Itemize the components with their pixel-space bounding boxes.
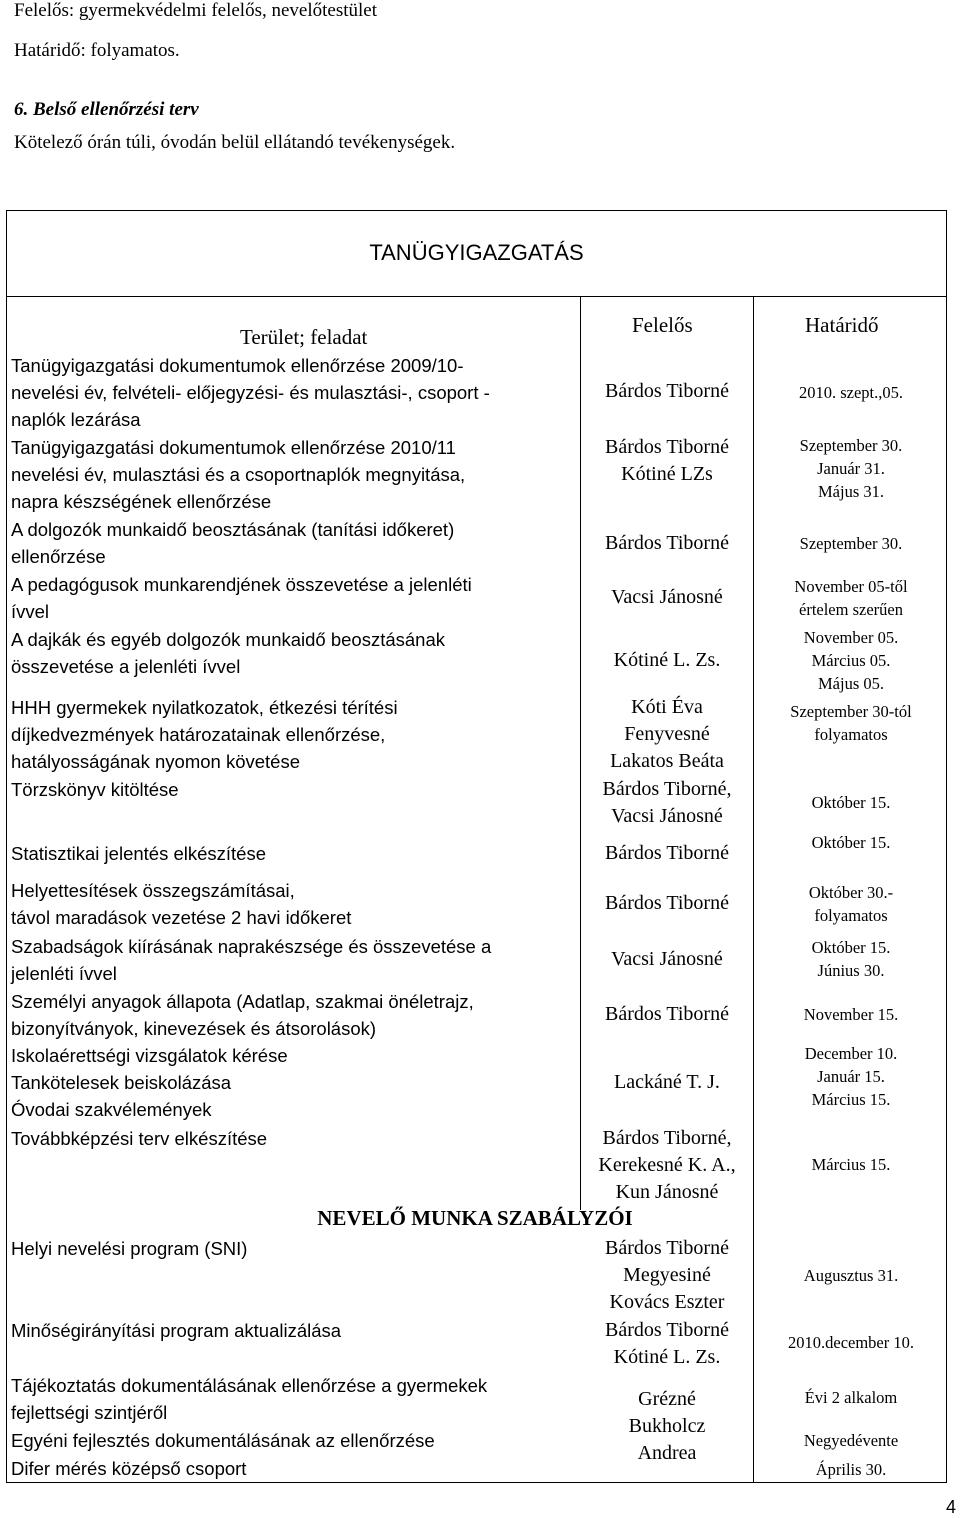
responsible-cell-line: Vacsi Jánosné	[611, 948, 723, 970]
responsible-cell-line: Lakatos Beáta	[610, 750, 724, 772]
task-cell-line: napra készségének ellenőrzése	[11, 491, 272, 512]
deadline-cell-line: Október 15.	[811, 938, 891, 957]
task-cell	[11, 1455, 577, 1482]
responsible-cell-line: Vacsi Jánosné	[611, 805, 723, 827]
deadline-cell-line: Április 30.	[815, 1460, 887, 1479]
responsible-cell	[582, 1317, 752, 1371]
task-cell	[11, 776, 577, 803]
responsible-cell-line: Bárdos Tiborné	[605, 842, 729, 864]
deadline-cell	[756, 881, 946, 927]
deadline-cell-line: folyamatos	[814, 725, 888, 744]
task-cell	[11, 352, 577, 433]
responsible-cell-line: Bárdos Tiborné	[605, 892, 729, 914]
task-cell-line: távol maradások vezetése 2 havi időkeret	[11, 907, 352, 928]
responsible-cell-line: Kovács Eszter	[609, 1291, 725, 1313]
deadline-cell	[756, 1042, 946, 1111]
responsible-cell	[582, 776, 752, 830]
responsible-cell	[582, 1069, 752, 1096]
task-cell-line: Tanügyigazgatási dokumentumok ellenőrzése 2010/11	[11, 437, 456, 458]
task-cell	[11, 626, 577, 680]
responsible-cell	[582, 946, 752, 973]
deadline-cell-line: Május 05.	[818, 674, 884, 693]
responsible-cell	[582, 434, 752, 488]
deadline-cell-line: Szeptember 30.	[799, 534, 903, 553]
deadline-cell-line: Március 05.	[811, 651, 891, 670]
deadline-cell	[756, 1458, 946, 1481]
deadline-cell	[756, 1264, 946, 1287]
deadline-cell-line: 2010. szept.,05.	[798, 383, 904, 402]
deadline-cell-line: értelem szerűen	[799, 600, 903, 619]
responsible-cell	[582, 694, 752, 775]
task-cell-line: Tanügyigazgatási dokumentumok ellenőrzése 2009/10-	[11, 355, 464, 376]
task-cell-line: jelenléti ívvel	[11, 963, 117, 984]
task-cell	[11, 571, 577, 625]
column-divider-2	[753, 296, 754, 1483]
section-heading: 6. Belső ellenőrzési terv	[14, 99, 199, 120]
responsible-cell-line: Bárdos Tiborné	[605, 1003, 729, 1025]
task-cell-line: Iskolaérettségi vizsgálatok kérése	[11, 1045, 288, 1066]
deadline-cell	[756, 575, 946, 621]
deadline-cell	[756, 1429, 946, 1452]
responsible-cell-line: Kótiné LZs	[621, 463, 713, 485]
deadline-cell-line: folyamatos	[814, 906, 888, 925]
responsible-cell-line: Bárdos Tiborné	[605, 532, 729, 554]
section-description: Kötelező órán túli, óvodán belül ellátandó tevékenységek.	[14, 132, 456, 153]
deadline-cell-line: Március 15.	[811, 1090, 891, 1109]
responsible-cell-line: Kótiné L. Zs.	[613, 649, 721, 671]
deadline-cell-line: November 05-től	[794, 577, 908, 596]
responsible-cell	[582, 890, 752, 917]
responsible-cell-line: Kóti Éva	[631, 696, 703, 718]
header-deadline: Határidő	[805, 313, 879, 337]
deadline-cell-line: Május 31.	[818, 482, 884, 501]
deadline-cell-line: Október 15.	[811, 793, 891, 812]
subsection-title: NEVELŐ MUNKA SZABÁLYZÓI	[317, 1206, 633, 1230]
table-title: TANÜGYIGAZGATÁS	[369, 240, 584, 265]
deadline-cell-line: November 15.	[803, 1005, 899, 1024]
responsible-cell	[582, 530, 752, 557]
task-cell-line: Egyéni fejlesztés dokumentálásának az ellenőrzése	[11, 1430, 435, 1451]
responsible-cell-line: Bárdos Tiborné	[605, 1237, 729, 1259]
deadline-cell-line: Szeptember 30-tól	[790, 702, 912, 721]
responsible-cell	[582, 647, 752, 674]
task-cell-line: Törzskönyv kitöltése	[11, 779, 179, 800]
deadline-cell	[756, 791, 946, 814]
responsible-cell-line: Kerekesné K. A.,	[598, 1154, 736, 1176]
task-cell	[11, 840, 577, 867]
task-cell	[11, 516, 577, 570]
task-cell-line: Helyi nevelési program (SNI)	[11, 1238, 248, 1259]
deadline-cell-line: Évi 2 alkalom	[804, 1388, 898, 1407]
page-number: 4	[946, 1497, 957, 1517]
deadline-cell-line: Szeptember 30.	[799, 436, 903, 455]
responsible-cell-line: Lackáné T. J.	[614, 1071, 720, 1093]
responsible-cell-line: Bárdos Tiborné	[605, 1319, 729, 1341]
deadline-cell-line: December 10.	[804, 1044, 898, 1063]
deadline-cell	[756, 626, 946, 695]
task-cell-line: A dajkák és egyéb dolgozók munkaidő beosztásának	[11, 629, 446, 650]
responsible-cell	[582, 1235, 752, 1316]
deadline-cell	[756, 1386, 946, 1409]
task-cell-line: nevelési év, felvételi- előjegyzési- és mulasztási-, csoport -	[11, 382, 490, 403]
task-cell	[11, 1317, 577, 1344]
task-cell-line: Minőségirányítási program aktualizálása	[11, 1320, 342, 1341]
deadline-cell	[756, 1003, 946, 1026]
deadline-cell	[756, 700, 946, 746]
responsible-cell	[582, 1125, 752, 1206]
task-cell-line: bizonyítványok, kinevezések és átsorolások)	[11, 1018, 377, 1039]
responsible-cell	[582, 1001, 752, 1028]
task-cell-line: hatályosságának nyomon követése	[11, 751, 300, 772]
task-cell-line: összevetése a jelenléti ívvel	[11, 656, 241, 677]
deadline-cell	[756, 831, 946, 854]
responsible-cell	[582, 840, 752, 867]
responsible-cell-line: Andrea	[637, 1442, 697, 1464]
deadline-cell	[756, 936, 946, 982]
responsible-cell-line: Bárdos Tiborné	[605, 380, 729, 402]
deadline-cell	[756, 434, 946, 503]
task-cell	[11, 1372, 577, 1426]
task-cell-line: ellenőrzése	[11, 546, 106, 567]
header-responsible: Felelős	[632, 313, 693, 337]
responsible-cell-line: Megyesiné	[623, 1264, 711, 1286]
responsible-cell	[582, 378, 752, 405]
deadline-cell-line: Január 31.	[817, 459, 885, 478]
header-task: Terület; feladat	[240, 325, 368, 349]
column-divider-1	[580, 296, 581, 1210]
responsible-note: Felelős: gyermekvédelmi felelős, nevelőtestület	[14, 0, 378, 21]
task-cell-line: ívvel	[11, 601, 50, 622]
responsible-cell-line: Kun Jánosné	[615, 1181, 719, 1203]
responsible-cell-line: Bárdos Tiborné,	[602, 1127, 732, 1149]
task-cell-line: Személyi anyagok állapota (Adatlap, szakmai önéletrajz,	[11, 991, 474, 1012]
responsible-cell-line: Grézné	[638, 1388, 696, 1410]
task-cell	[11, 1235, 577, 1262]
task-cell-line: naplók lezárása	[11, 409, 141, 430]
task-cell-line: Tájékoztatás dokumentálásának ellenőrzése a gyermekek	[11, 1375, 488, 1396]
task-cell	[11, 1427, 577, 1454]
deadline-cell-line: Január 15.	[817, 1067, 885, 1086]
task-cell-line: A dolgozók munkaidő beosztásának (tanítási időkeret)	[11, 519, 455, 540]
task-cell-line: nevelési év, mulasztási és a csoportnaplók megnyitása,	[11, 464, 466, 485]
deadline-cell	[756, 381, 946, 404]
task-cell	[11, 694, 577, 775]
deadline-cell-line: November 05.	[803, 628, 899, 647]
deadline-cell-line: Augusztus 31.	[803, 1266, 899, 1285]
task-cell	[11, 988, 577, 1042]
task-cell-line: A pedagógusok munkarendjének összevetése a jelenléti	[11, 574, 472, 595]
deadline-cell-line: Negyedévente	[803, 1431, 899, 1450]
responsible-cell	[582, 584, 752, 611]
responsible-cell-line: Kótiné L. Zs.	[613, 1346, 721, 1368]
task-cell-line: Difer mérés középső csoport	[11, 1458, 247, 1479]
deadline-cell-line: Október 30.-	[808, 883, 894, 902]
task-cell-line: díjkedvezmények határozatainak ellenőrzése,	[11, 724, 386, 745]
responsible-cell-line: Vacsi Jánosné	[611, 586, 723, 608]
task-cell	[11, 877, 577, 931]
deadline-cell-line: 2010.december 10.	[788, 1333, 914, 1352]
task-cell-line: fejlettségi szintjéről	[11, 1402, 168, 1423]
responsible-cell	[582, 1386, 752, 1467]
title-divider	[6, 296, 947, 297]
deadline-cell	[756, 1331, 946, 1354]
task-cell-line: Továbbképzési terv elkészítése	[11, 1128, 268, 1149]
deadline-note: Határidő: folyamatos.	[14, 40, 180, 61]
task-cell-line: Helyettesítések összegszámításai,	[11, 880, 295, 901]
task-cell-line: Tankötelesek beiskolázása	[11, 1072, 232, 1093]
responsible-cell-line: Bukholcz	[628, 1415, 706, 1437]
deadline-cell	[756, 532, 946, 555]
task-cell	[11, 1125, 577, 1152]
deadline-cell	[756, 1153, 946, 1176]
task-cell-line: HHH gyermekek nyilatkozatok, étkezési térítési	[11, 697, 398, 718]
deadline-cell-line: Június 30.	[817, 961, 885, 980]
task-cell-line: Szabadságok kiírásának naprakészsége és összevetése a	[11, 936, 492, 957]
task-cell	[11, 933, 577, 987]
responsible-cell-line: Bárdos Tiborné	[605, 436, 729, 458]
responsible-cell-line: Fenyvesné	[624, 723, 710, 745]
responsible-cell-line: Bárdos Tiborné,	[602, 778, 732, 800]
deadline-cell-line: Március 15.	[811, 1155, 891, 1174]
deadline-cell-line: Október 15.	[811, 833, 891, 852]
task-cell-line: Statisztikai jelentés elkészítése	[11, 843, 267, 864]
task-cell-line: Óvodai szakvélemények	[11, 1099, 212, 1120]
task-cell	[11, 434, 577, 515]
task-cell	[11, 1042, 577, 1123]
